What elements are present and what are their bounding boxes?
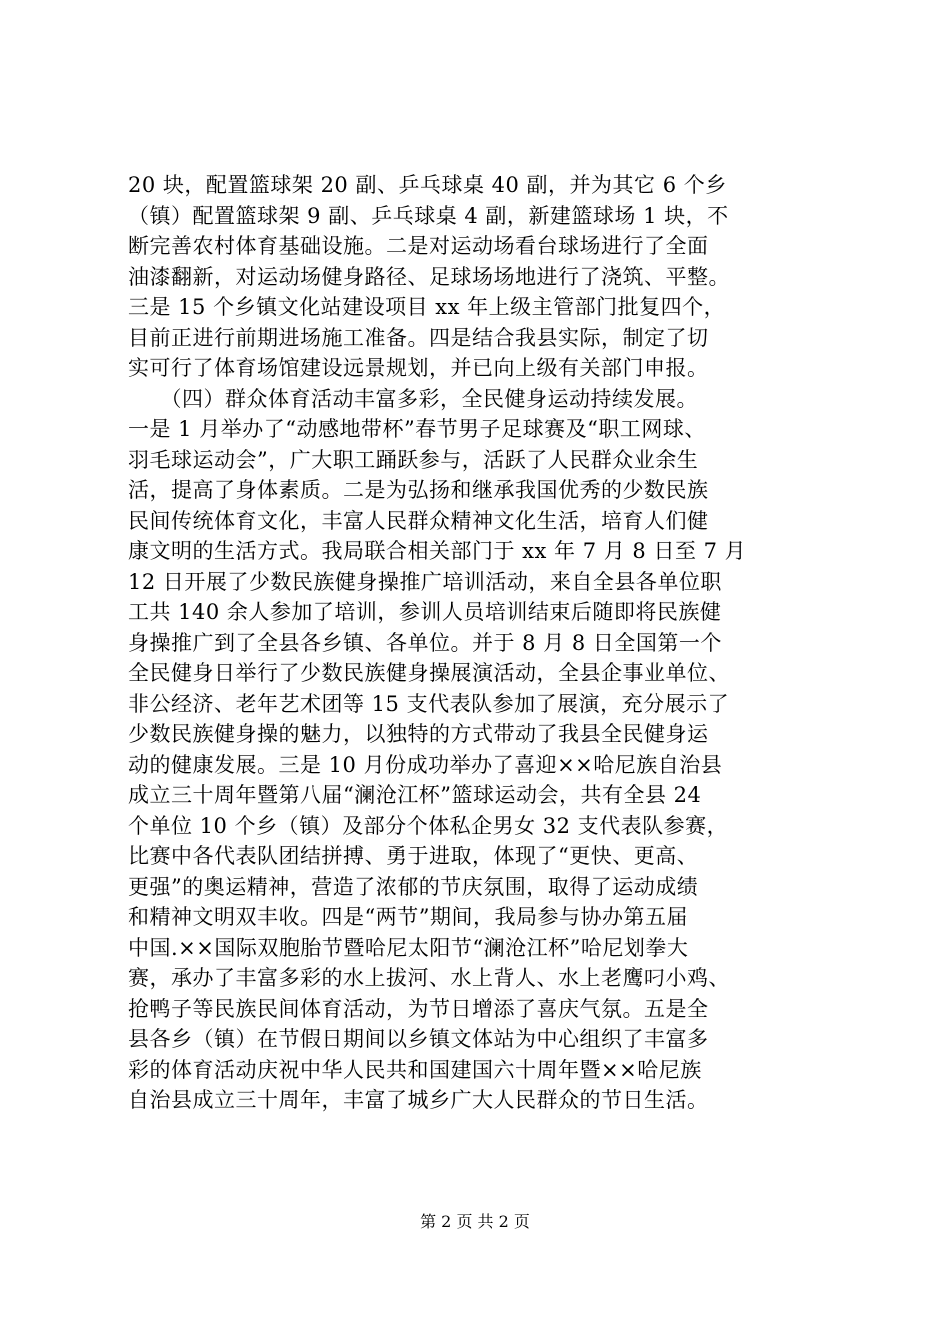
text-line: （镇）配置篮球架 9 副、乒乓球桌 4 副，新建篮球场 1 块，不: [128, 203, 729, 228]
text-line: 12 日开展了少数民族健身操推广培训活动，来自全县各单位职: [128, 569, 722, 594]
text-line: 工共 140 余人参加了培训，参训人员培训结束后随即将民族健: [128, 600, 722, 624]
text-line: 油漆翻新，对运动场健身路径、足球场场地进行了浇筑、平整。: [128, 264, 730, 289]
text-line: 少数民族健身操的魅力，以独特的方式带动了我县全民健身运: [128, 722, 709, 746]
text-line: 县各乡（镇）在节假日期间以乡镇文体站为中心组织了丰富多: [128, 1027, 709, 1051]
text-line: 目前正进行前期进场施工准备。四是结合我县实际，制定了切: [128, 325, 709, 350]
text-line: 和精神文明双丰收。四是“两节”期间，我局参与协办第五届: [128, 905, 688, 929]
text-line: 比赛中各代表队团结拼搏、勇于进取，体现了“更快、更高、: [128, 844, 699, 868]
body-text: [128, 170, 848, 1116]
text-line: 动的健康发展。三是 10 月份成功举办了喜迎××哈尼族自治县: [128, 752, 723, 777]
text-line: 活，提高了身体素质。二是为弘扬和继承我国优秀的少数民族: [128, 478, 709, 502]
text-line: 成立三十周年暨第八届“澜沧江杯”篮球运动会，共有全县 24: [128, 783, 702, 807]
text-line: 民间传统体育文化，丰富人民群众精神文化生活，培育人们健: [128, 508, 709, 533]
section-heading-line: （四）群众体育活动丰富多彩，全民健身运动持续发展。: [128, 386, 698, 411]
text-line: 抢鸭子等民族民间体育活动，为节日增添了喜庆气氛。五是全: [128, 996, 709, 1021]
text-line: 个单位 10 个乡（镇）及部分个体私企男女 32 支代表队参赛，: [128, 813, 729, 838]
text-line: 身操推广到了全县各乡镇、各单位。并于 8 月 8 日全国第一个: [128, 630, 722, 655]
text-line: 断完善农村体育基础设施。二是对运动场看台球场进行了全面: [128, 234, 709, 258]
page-footer: 第 2 页 共 2 页: [420, 1212, 530, 1231]
text-line: 实可行了体育场馆建设远景规划，并已向上级有关部门申报。: [128, 356, 709, 380]
text-line: 自治县成立三十周年，丰富了城乡广大人民群众的节日生活。: [128, 1088, 709, 1112]
text-line: 赛，承办了丰富多彩的水上拔河、水上背人、水上老鹰叼小鸡、: [128, 966, 730, 990]
text-line: 非公经济、老年艺术团等 15 支代表队参加了展演，充分展示了: [128, 691, 730, 716]
text-line: 更强”的奥运精神，营造了浓郁的节庆氛围，取得了运动成绩: [128, 874, 699, 899]
text-line: 康文明的生活方式。我局联合相关部门于 xx 年 7 月 8 日至 7 月: [128, 539, 747, 563]
text-line: 羽毛球运动会”，广大职工踊跃参与，活跃了人民群众业余生: [128, 447, 699, 472]
text-line: 一是 1 月举办了“动感地带杯”春节男子足球赛及“职工网球、: [128, 417, 706, 441]
text-line: 彩的体育活动庆祝中华人民共和国建国六十周年暨××哈尼族: [128, 1057, 702, 1082]
text-line: 全民健身日举行了少数民族健身操展演活动，全县企事业单位、: [128, 661, 730, 685]
text-line: 20 块，配置篮球架 20 副、乒乓球桌 40 副，并为其它 6 个乡: [128, 173, 727, 197]
text-line: 三是 15 个乡镇文化站建设项目 xx 年上级主管部门批复四个，: [128, 295, 726, 319]
text-line: 中国.××国际双胞胎节暨哈尼太阳节“澜沧江杯”哈尼划拳大: [128, 935, 689, 960]
